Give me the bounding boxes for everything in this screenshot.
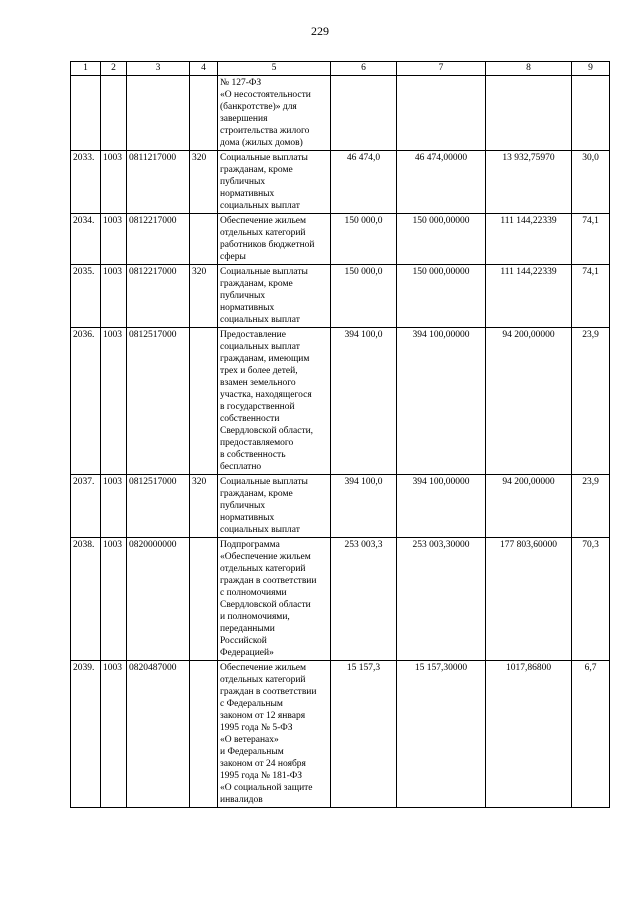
- target-code-cell: 0820000000: [127, 538, 190, 661]
- row-number-cell: 2033.: [71, 151, 101, 214]
- table-row: [71, 328, 610, 475]
- item-name-cell: Обеспечение жильем отдельных категорий работников бюджетной сферы: [218, 214, 331, 265]
- section-code-cell: 1003: [101, 328, 127, 475]
- table-row: [71, 214, 610, 265]
- percent-cell: [572, 76, 610, 151]
- column-header: 1: [71, 62, 101, 76]
- table-body: [71, 76, 610, 808]
- table-row: [71, 475, 610, 538]
- item-name-cell: Социальные выплаты гражданам, кроме публичных нормативных социальных выплат: [218, 475, 331, 538]
- target-code-cell: 0812217000: [127, 265, 190, 328]
- expense-type-cell: 320: [190, 151, 218, 214]
- section-code-cell: 1003: [101, 538, 127, 661]
- table-row: [71, 265, 610, 328]
- plan-amount-cell: [331, 76, 397, 151]
- section-code-cell: 1003: [101, 214, 127, 265]
- expense-type-cell: 320: [190, 265, 218, 328]
- approved-amount-cell: 150 000,00000: [397, 265, 486, 328]
- item-name-cell: Социальные выплаты гражданам, кроме публичных нормативных социальных выплат: [218, 265, 331, 328]
- column-header: 5: [218, 62, 331, 76]
- budget-table: [70, 61, 610, 808]
- expense-type-cell: [190, 76, 218, 151]
- executed-amount-cell: 94 200,00000: [486, 475, 572, 538]
- table-row: [71, 538, 610, 661]
- percent-cell: 6,7: [572, 661, 610, 808]
- expense-type-cell: [190, 328, 218, 475]
- target-code-cell: 0812517000: [127, 475, 190, 538]
- section-code-cell: 1003: [101, 151, 127, 214]
- column-header: 8: [486, 62, 572, 76]
- percent-cell: 30,0: [572, 151, 610, 214]
- executed-amount-cell: 111 144,22339: [486, 265, 572, 328]
- approved-amount-cell: 15 157,30000: [397, 661, 486, 808]
- row-number-cell: 2038.: [71, 538, 101, 661]
- plan-amount-cell: 394 100,0: [331, 475, 397, 538]
- expense-type-cell: 320: [190, 475, 218, 538]
- approved-amount-cell: 394 100,00000: [397, 328, 486, 475]
- row-number-cell: 2034.: [71, 214, 101, 265]
- column-header: 6: [331, 62, 397, 76]
- column-header: 3: [127, 62, 190, 76]
- row-number-cell: 2037.: [71, 475, 101, 538]
- plan-amount-cell: 150 000,0: [331, 265, 397, 328]
- row-number-cell: 2036.: [71, 328, 101, 475]
- approved-amount-cell: 394 100,00000: [397, 475, 486, 538]
- percent-cell: 23,9: [572, 328, 610, 475]
- target-code-cell: 0812217000: [127, 214, 190, 265]
- percent-cell: 70,3: [572, 538, 610, 661]
- column-header: 9: [572, 62, 610, 76]
- target-code-cell: 0811217000: [127, 151, 190, 214]
- row-number-cell: 2035.: [71, 265, 101, 328]
- executed-amount-cell: 1017,86800: [486, 661, 572, 808]
- section-code-cell: 1003: [101, 475, 127, 538]
- target-code-cell: 0820487000: [127, 661, 190, 808]
- approved-amount-cell: [397, 76, 486, 151]
- plan-amount-cell: 46 474,0: [331, 151, 397, 214]
- target-code-cell: 0812517000: [127, 328, 190, 475]
- expense-type-cell: [190, 214, 218, 265]
- approved-amount-cell: 150 000,00000: [397, 214, 486, 265]
- plan-amount-cell: 394 100,0: [331, 328, 397, 475]
- item-name-cell: Обеспечение жильем отдельных категорий граждан в соответствии с Федеральным законом от 12 января 1995 года № 5-ФЗ «О ветеранах» и Федеральным законом от 24 ноября 1995 года № 181-ФЗ «О социальной защите инвалидов: [218, 661, 331, 808]
- plan-amount-cell: 150 000,0: [331, 214, 397, 265]
- plan-amount-cell: 15 157,3: [331, 661, 397, 808]
- approved-amount-cell: 46 474,00000: [397, 151, 486, 214]
- table-row: [71, 76, 610, 151]
- target-code-cell: [127, 76, 190, 151]
- column-header: 7: [397, 62, 486, 76]
- column-header: 2: [101, 62, 127, 76]
- executed-amount-cell: 177 803,60000: [486, 538, 572, 661]
- executed-amount-cell: 13 932,75970: [486, 151, 572, 214]
- column-header: 4: [190, 62, 218, 76]
- plan-amount-cell: 253 003,3: [331, 538, 397, 661]
- item-name-cell: Предоставление социальных выплат гражданам, имеющим трех и более детей, взамен земельного участка, находящегося в государственной собственности Свердловской области, предоставляемого в собственность бесплатно: [218, 328, 331, 475]
- item-name-cell: № 127-ФЗ «О несостоятельности (банкротстве)» для завершения строительства жилого дома (жилых домов): [218, 76, 331, 151]
- item-name-cell: Социальные выплаты гражданам, кроме публичных нормативных социальных выплат: [218, 151, 331, 214]
- approved-amount-cell: 253 003,30000: [397, 538, 486, 661]
- executed-amount-cell: 111 144,22339: [486, 214, 572, 265]
- executed-amount-cell: 94 200,00000: [486, 328, 572, 475]
- table-row: [71, 661, 610, 808]
- percent-cell: 23,9: [572, 475, 610, 538]
- section-code-cell: 1003: [101, 265, 127, 328]
- item-name-cell: Подпрограмма «Обеспечение жильем отдельных категорий граждан в соответствии с полномочиями Свердловской области и полномочиями, переданными Российской Федерацией»: [218, 538, 331, 661]
- page-number: 229: [311, 24, 329, 38]
- expense-type-cell: [190, 661, 218, 808]
- row-number-cell: 2039.: [71, 661, 101, 808]
- table-row: [71, 151, 610, 214]
- executed-amount-cell: [486, 76, 572, 151]
- percent-cell: 74,1: [572, 265, 610, 328]
- section-code-cell: 1003: [101, 661, 127, 808]
- row-number-cell: [71, 76, 101, 151]
- expense-type-cell: [190, 538, 218, 661]
- column-number-row: [71, 62, 610, 76]
- section-code-cell: [101, 76, 127, 151]
- percent-cell: 74,1: [572, 214, 610, 265]
